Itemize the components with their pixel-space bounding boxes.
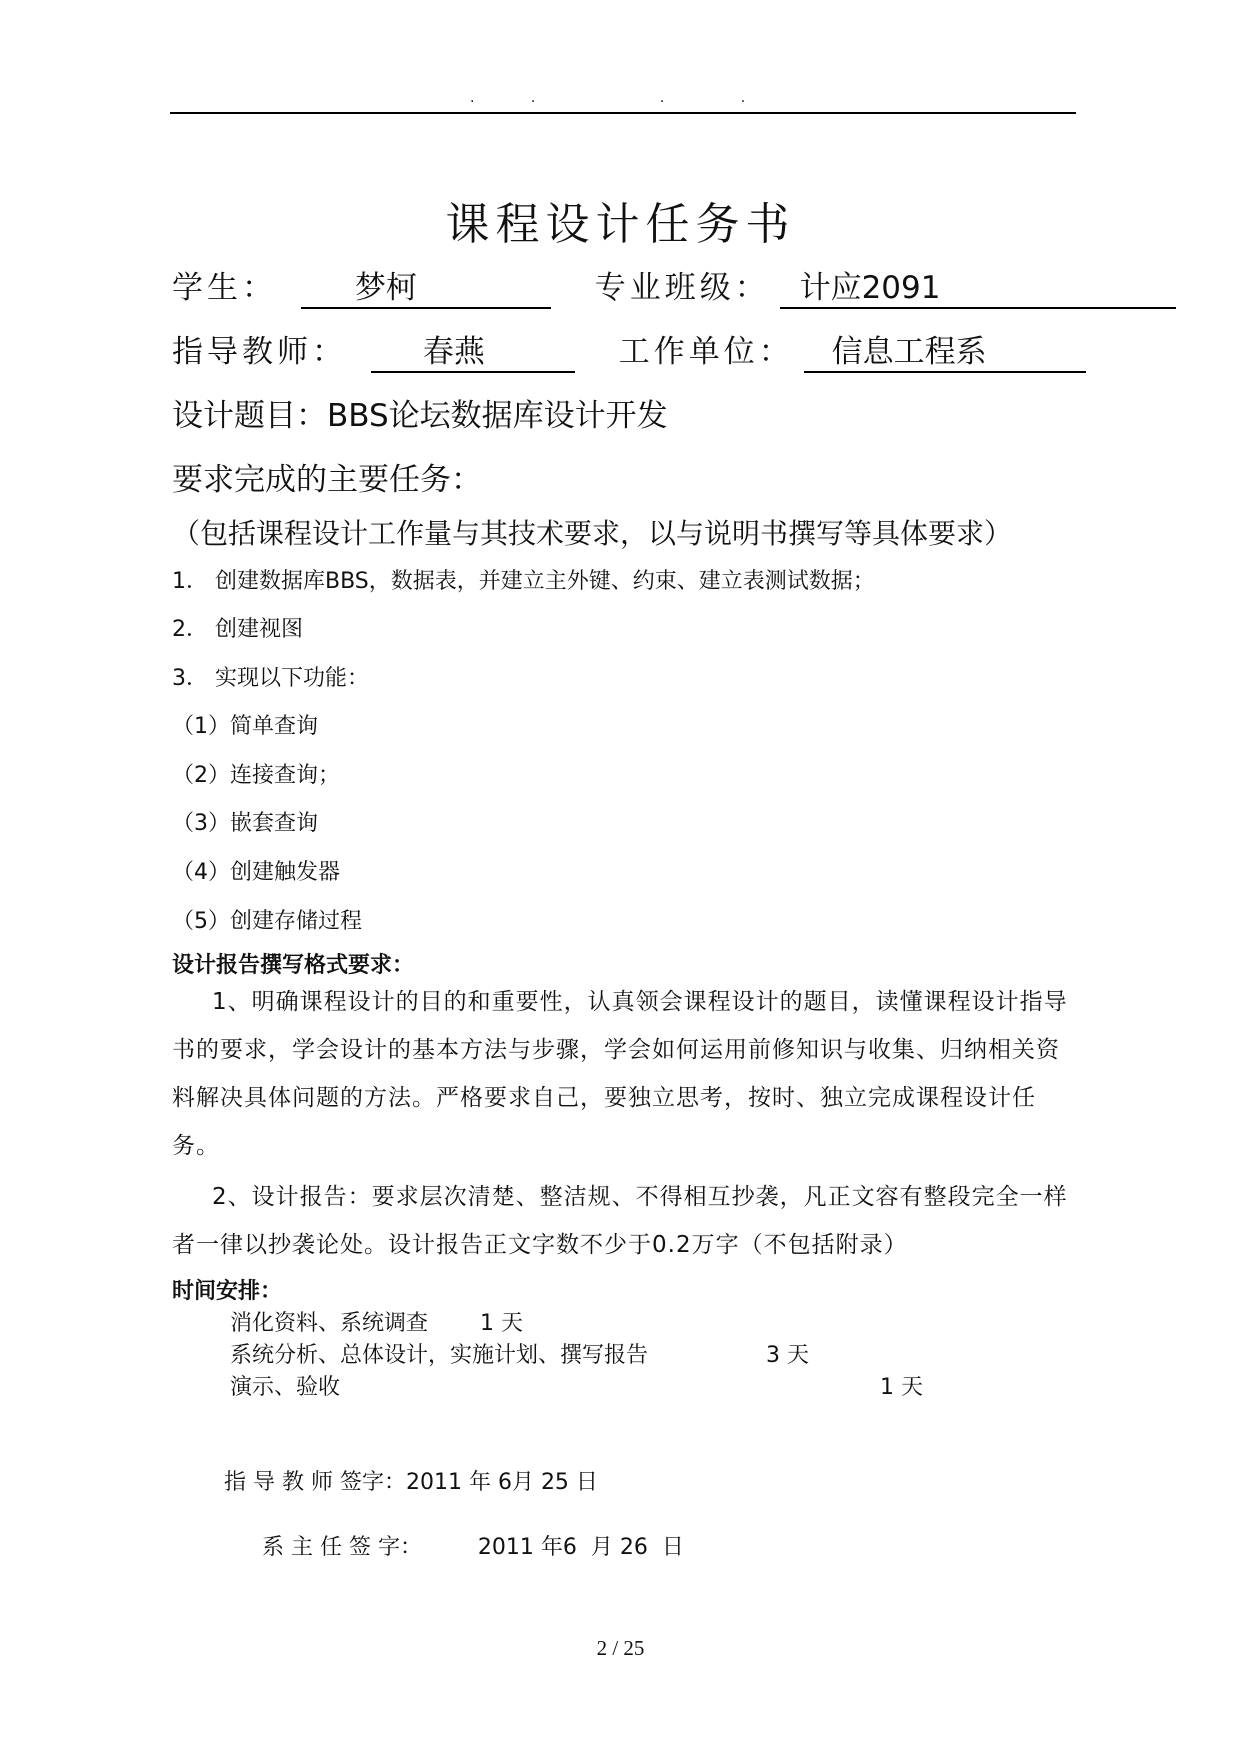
schedule-task: 系统分析、总体设计，实施计划、撰写报告 — [230, 1343, 649, 1368]
schedule-days: 3 天 — [766, 1343, 809, 1368]
schedule-heading: 时间安排： — [172, 1279, 283, 1304]
unit-value: 信息工程系 — [804, 326, 1086, 373]
list-item: （2）连接查询； — [172, 763, 340, 788]
schedule-task: 消化资料、系统调查 — [230, 1311, 429, 1336]
advisor-row — [172, 326, 1086, 373]
schedule-task: 演示、验收 — [230, 1375, 341, 1400]
header-dot: . — [470, 90, 475, 106]
design-topic: 设计题目：BBS论坛数据库设计开发 — [172, 398, 668, 434]
advisor-signature: 指 导 教 师 签字：2011 年 6月 25 日 — [224, 1470, 598, 1495]
schedule-days: 1 天 — [880, 1375, 923, 1400]
report-paragraph-1: 1、明确课程设计的目的和重要性，认真领会课程设计的题目，读懂课程设计指导书的要求，学会设计的基本方法与步骤，学会如何运用前修知识与收集、归纳相关资料解决具体问题的方法。严格要求自己，要独立思考，按时、独立完成课程设计任务。 — [172, 989, 1068, 1159]
class-label: 专业班级： — [594, 270, 770, 306]
list-item: （4）创建触发器 — [172, 860, 340, 885]
director-signature: 系 主 任 签 字： 2011 年6 月 26 日 — [262, 1535, 684, 1560]
class-value: 计应2091 — [780, 262, 1176, 309]
tasks-note: （包括课程设计工作量与其技术要求，以与说明书撰写等具体要求） — [172, 517, 1013, 550]
list-item: 1． 创建数据库BBS，数据表，并建立主外键、约束、建立表测试数据； — [172, 569, 875, 594]
student-label: 学生： — [172, 270, 277, 306]
student-row — [172, 262, 1176, 309]
list-item: （5）创建存储过程 — [172, 909, 362, 934]
header-dots — [470, 90, 797, 106]
advisor-value: 春燕 — [371, 326, 575, 373]
schedule-days: 1 天 — [480, 1311, 523, 1336]
student-value: 梦柯 — [301, 262, 551, 309]
schedule-item — [230, 1338, 809, 1369]
report-paragraph-2: 2、设计报告：要求层次清楚、整洁规、不得相互抄袭，凡正文容有整段完全一样者一律以抄袭论处。设计报告正文字数不少于0.2万字（不包括附录） — [172, 1184, 1068, 1258]
list-item: （3）嵌套查询 — [172, 811, 318, 836]
page-title: 课程设计任务书 — [445, 199, 796, 250]
unit-label: 工作单位： — [618, 334, 794, 370]
list-item: 3． 实现以下功能： — [172, 666, 369, 691]
header-dot: . — [740, 90, 746, 106]
tasks-heading: 要求完成的主要任务： — [172, 462, 482, 498]
header-dot: . — [659, 90, 665, 106]
header-rule — [170, 112, 1076, 114]
schedule-item — [230, 1370, 923, 1401]
schedule-item — [230, 1306, 523, 1337]
list-item: （1）简单查询 — [172, 714, 318, 739]
list-item: 2． 创建视图 — [172, 617, 303, 642]
header-dot: . — [530, 90, 536, 106]
page-number: 2 / 25 — [596, 1636, 645, 1660]
advisor-label: 指导教师： — [172, 334, 347, 370]
report-heading: 设计报告撰写格式要求： — [172, 953, 415, 978]
